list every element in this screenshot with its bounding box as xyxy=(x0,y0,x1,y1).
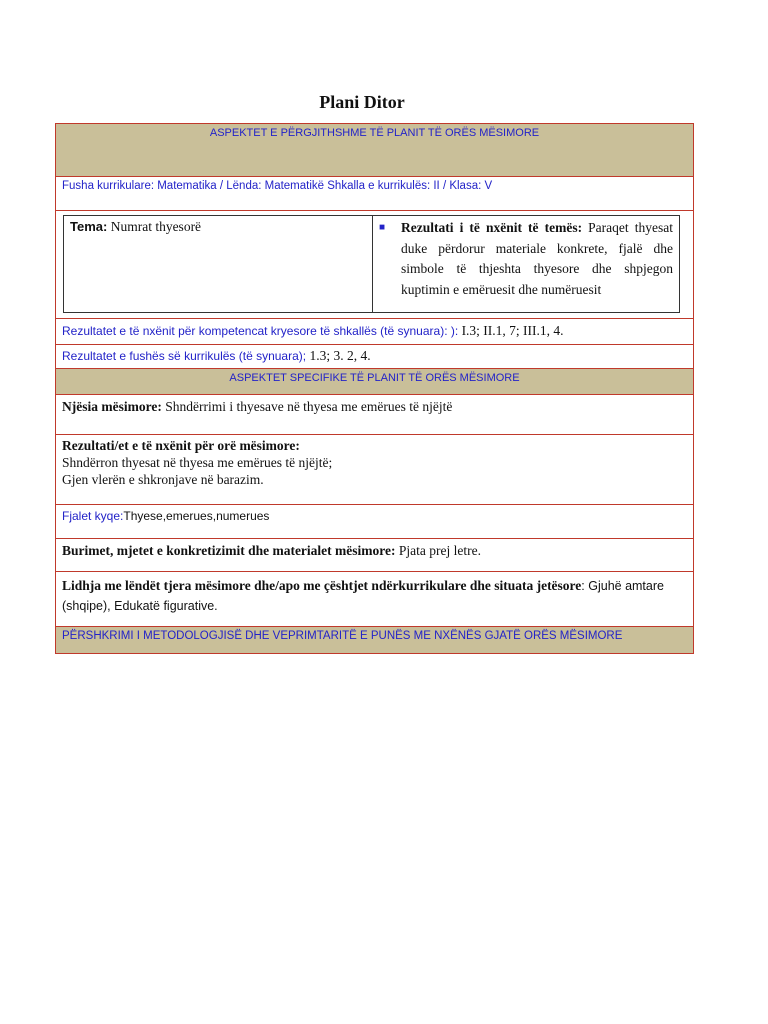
topic-label: Tema: xyxy=(70,219,108,234)
field-results-value: 1.3; 3. 2, 4. xyxy=(306,348,371,363)
field-results-row xyxy=(56,344,693,368)
resources-row xyxy=(56,538,693,571)
topic-box xyxy=(63,215,680,313)
topic-value: Numrat thyesorë xyxy=(107,219,202,234)
resources-label: Burimet, mjetet e konkretizimit dhe materialet mësimore: xyxy=(62,543,396,558)
topic-cell xyxy=(64,216,373,312)
topic-row xyxy=(56,210,693,318)
cross-curricular-row xyxy=(56,571,693,626)
specific-aspects-header: ASPEKTET SPECIFIKE TË PLANIT TË ORËS MËSIMORE xyxy=(56,368,693,394)
lesson-result-item: Gjen vlerën e shkronjave në barazim. xyxy=(62,472,264,487)
lesson-results-row xyxy=(56,434,693,504)
general-aspects-header: ASPEKTET E PËRGJITHSHME TË PLANIT TË ORËS MËSIMORE xyxy=(56,124,693,176)
competences-row xyxy=(56,318,693,344)
lesson-unit-row xyxy=(56,394,693,434)
page-title: Plani Ditor xyxy=(319,92,405,112)
lesson-unit-label: Njësia mësimore: xyxy=(62,399,162,414)
resources-value: Pjata prej letre. xyxy=(395,543,481,558)
competences-label: Rezultatet e të nxënit për kompetencat kryesore të shkallës (të synuara): ): xyxy=(62,324,459,338)
topic-result-value: Paraqet thyesat duke përdorur materiale konkrete, fjalë dhe simbole të thjeshta thyesore dhe shpjegon kuptimin e emëruesit dhe numëruesit xyxy=(401,220,673,297)
curriculum-fields-row: Fusha kurrikulare: Matematika / Lënda: Matematikë Shkalla e kurrikulës: II / Klasa: V xyxy=(56,176,693,210)
methodology-header: PËRSHKRIMI I METODOLOGJISË DHE VEPRIMTARITË E PUNËS ME NXËNËS GJATË ORËS MËSIMORE xyxy=(56,626,693,653)
keywords-value: Thyese,emerues,numerues xyxy=(123,509,270,523)
lesson-unit-value: Shndërrimi i thyesave në thyesa me emërues të njëjtë xyxy=(161,399,453,414)
lesson-result-item: Shndërron thyesat në thyesa me emërues të njëjtë; xyxy=(62,455,333,470)
field-results-label: Rezultatet e fushës së kurrikulës (të synuara); xyxy=(62,349,307,363)
topic-result-label: Rezultati i të nxënit të temës: xyxy=(401,220,583,235)
cross-curricular-label: Lidhja me lëndët tjera mësimore dhe/apo me çështjet ndërkurrikulare dhe situata jetësore xyxy=(62,578,582,593)
cross-curricular-value: : Gjuhë amtare (shqipe), Edukatë figurative. xyxy=(62,579,664,613)
topic-result-cell xyxy=(373,216,679,312)
competences-value: I.3; II.1, 7; III.1, 4. xyxy=(458,323,564,338)
keywords-row xyxy=(56,504,693,538)
lesson-plan-table xyxy=(55,123,694,654)
square-bullet-icon: ■ xyxy=(379,222,386,233)
lesson-results-label: Rezultati/et e të nxënit për orë mësimore: xyxy=(62,438,300,453)
keywords-label: Fjalet kyqe: xyxy=(62,509,124,523)
